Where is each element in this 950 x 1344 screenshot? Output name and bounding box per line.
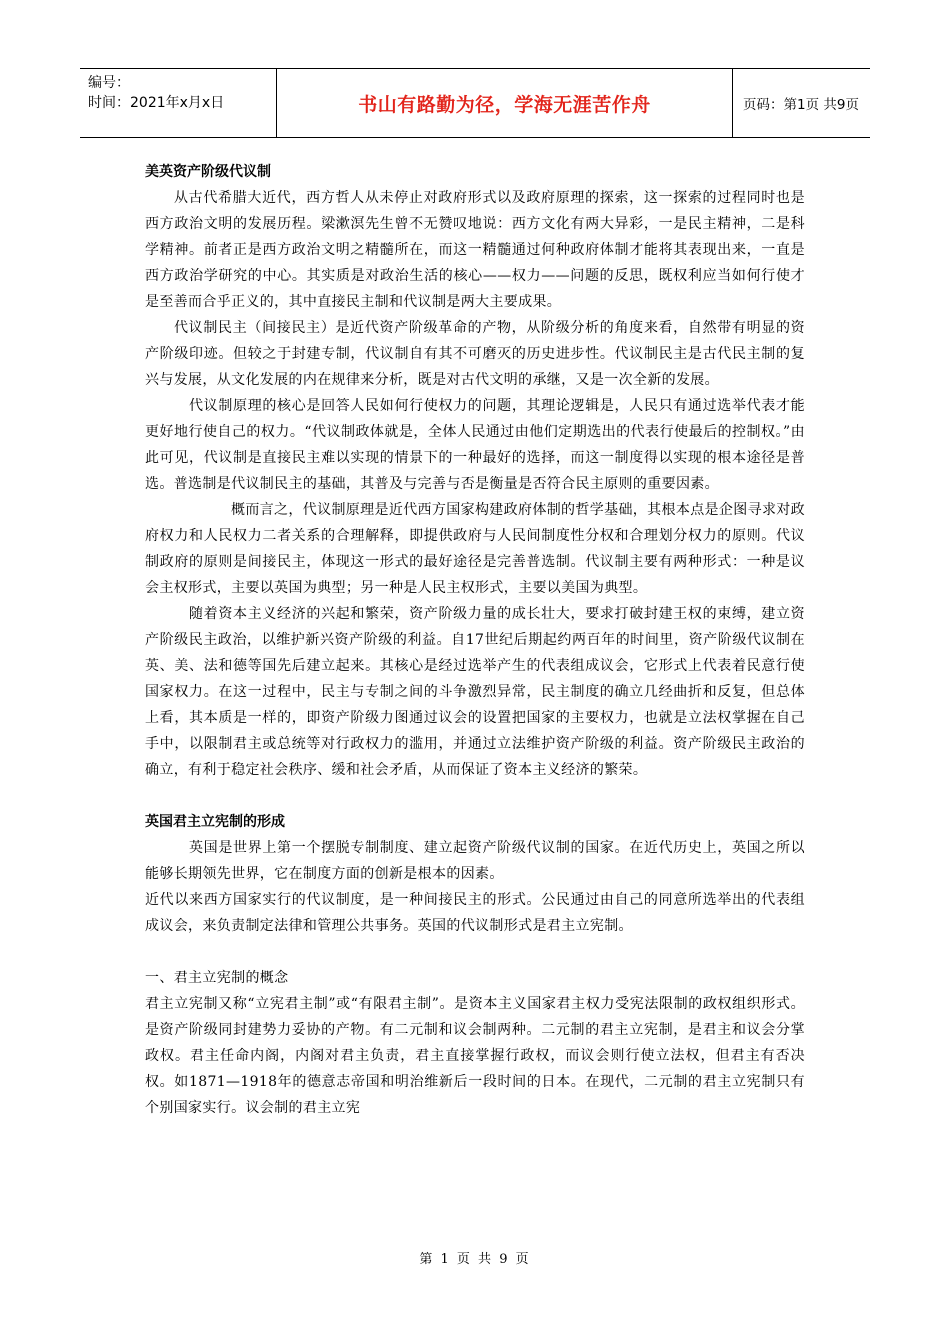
document-date: 时间：2021年x月x日 [88,95,225,111]
paragraph: 代议制民主（间接民主）是近代资产阶级革命的产物，从阶级分析的角度来看，自然带有明显的资产阶级印迹。但较之于封建专制，代议制自有其不可磨灭的历史进步性。代议制民主是古代民主制的复兴与发展，从文化发展的内在规律来分析，既是对古代文明的承继，又是一次全新的发展。 [145,320,805,388]
paragraph: 从古代希腊大近代，西方哲人从未停止对政府形式以及政府原理的探索，这一探索的过程同时也是西方政治文明的发展历程。梁漱溟先生曾不无赞叹地说：西方文化有两大异彩，一是民主精神，二是科学精神。前者正是西方政治文明之精髓所在，而这一精髓通过何种政府体制才能将其表现出来，一直是西方政治学研究的中心。其实质是对政治生活的核心——权力——问题的反思，既权利应当如何行使才是至善而合乎正义的，其中直接民主制和代议制是两大主要成果。 [145,190,805,310]
spacer [145,783,805,809]
paragraph: 英国是世界上第一个摆脱专制制度、建立起资产阶级代议制的国家。在近代历史上，英国之所以能够长期领先世界，它在制度方面的创新是根本的因素。 [145,840,805,882]
document-number-label: 编号： [88,75,130,91]
header-page-info: 页码：第1页 共9页 [743,97,859,113]
paragraph: 随着资本主义经济的兴起和繁荣，资产阶级力量的成长壮大，要求打破封建王权的束缚，建立资产阶级民主政治，以维护新兴资产阶级的利益。自17世纪后期起约两百年的时间里，资产阶级代议制在英、美、法和德等国先后建立起来。其核心是经过选举产生的代表组成议会，它形式上代表着民意行使国家权力。在这一过程中，民主与专制之间的斗争激烈异常，民主制度的确立几经曲折和反复，但总体上看，其本质是一样的，即资产阶级力图通过议会的设置把国家的主要权力，也就是立法权掌握在自己手中，以限制君主或总统等对行政权力的滥用，并通过立法维护资产阶级的利益。资产阶级民主政治的确立，有利于稳定社会秩序、缓和社会矛盾，从而保证了资本主义经济的繁荣。 [145,606,805,778]
paragraph: 代议制原理的核心是回答人民如何行使权力的问题，其理论逻辑是，人民只有通过选举代表才能更好地行使自己的权力。“代议制政体就是，全体人民通过由他们定期选出的代表行使最后的控制权。”由此可见，代议制是直接民主难以实现的情景下的一种最好的选择，而这一制度得以实现的根本途径是普选。普选制是代议制民主的基础，其普及与完善与否是衡量是否符合民主原则的重要因素。 [145,398,805,492]
section-title: 英国君主立宪制的形成 [145,814,285,830]
paragraph: 君主立宪制又称“立宪君主制”或“有限君主制”。是资本主义国家君主权力受宪法限制的政权组织形式。是资产阶级同封建势力妥协的产物。有二元制和议会制两种。二元制的君主立宪制，是君主和议会分掌政权。君主任命内阁，内阁对君主负责，君主直接掌握行政权，而议会则行使立法权，但君主有否决权。如1871—1918年的德意志帝国和明治维新后一段时间的日本。在现代，二元制的君主立宪制只有个别国家实行。议会制的君主立宪 [145,996,805,1116]
subsection-heading: 一、君主立宪制的概念 [145,970,289,986]
header-meta [80,69,277,137]
paragraph: 近代以来西方国家实行的代议制度，是一种间接民主的形式。公民通过由自己的同意所选举出的代表组成议会，来负责制定法律和管理公共事务。英国的代议制形式是君主立宪制。 [145,892,805,934]
spacer [145,939,805,965]
document-body [145,159,805,1121]
paragraph: 概而言之，代议制原理是近代西方国家构建政府体制的哲学基础，其根本点是企图寻求对政府权力和人民权力二者关系的合理解释，即提供政府与人民间制度性分权和合理划分权力的原则。代议制政府的原则是间接民主，体现这一形式的最好途径是完善普选制。代议制主要有两种形式：一种是议会主权形式，主要以英国为典型；另一种是人民主权形式，主要以美国为典型。 [145,502,805,596]
section-title: 美英资产阶级代议制 [145,164,271,180]
page-footer: 第 1 页 共 9 页 [419,1252,531,1267]
header-motto: 书山有路勤为径，学海无涯苦作舟 [277,69,733,137]
document-header [80,68,870,138]
